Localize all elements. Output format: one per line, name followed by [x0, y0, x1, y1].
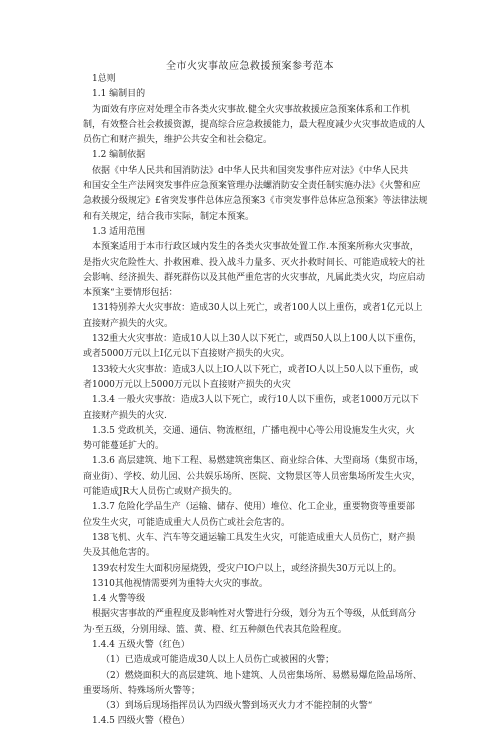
text-line: 急救援分级规定》£省突发事件总体应急预案3《市突发事件总体应急预案》等法律法规	[83, 196, 428, 207]
text-line: 1总则	[92, 74, 116, 84]
text-line: 1.4.4 五级火警（红色）	[92, 639, 190, 650]
text-line: （2）燃烧面积大的高层建筑、地卜建筑、人员密集场所、易燃易爆危险品场所、	[101, 670, 422, 681]
text-line: 依据《中华人民共和国消防法》d中华人民共和国突发事件应对法》《中华人民共	[92, 165, 409, 176]
text-line: 和有关规定，结合我市实际，制定本预案。	[83, 211, 255, 222]
text-line: 1.3.4 一般火灾事故：造成3人以下死亡，或行10人以下重伤，或老1000万元以下	[92, 395, 419, 406]
text-line: 势可能蔓延扩大的。	[83, 441, 165, 452]
text-line: 是指火灾危险性大、扑救困难、投入战斗力量多、灭火扑救时间长、可能造成较大的社	[83, 257, 426, 268]
text-line: 139农村发生大面积房屋烧毁，受灾户IO户以上，或经济损失30万元以上的。	[92, 563, 402, 574]
text-line: 本预案“主要情形包括：	[83, 288, 178, 299]
text-line: 132重大火灾事故：造成10人以上30人以下死亡，或酉50人以上100人以下重伤，	[92, 334, 422, 345]
text-line: 131特别养大火灾事故：造成30人以上死亡，或者100人以上重伤，或者1亿元以上	[92, 303, 423, 314]
text-line: 或者5000万元以上I亿元以下直接财产损失的火灾。	[83, 349, 290, 360]
text-line: 138飞机、火车、汽车等交通运输工具发生火灾，可能造成重大人员伤亡，财产损	[92, 532, 416, 543]
text-line: 会影响、经济损失、群死群伤以及其他严重危害的火灾事故，凡属此类火灾，均应启动	[83, 272, 426, 283]
text-line: 本预案适用于本市行政区域内发生的各类火灾事故处置工作.本预案所称火灾事故，	[92, 242, 419, 253]
text-line: 直接财产损失的火灾。	[83, 318, 174, 329]
text-line: 1.3.5 党政机关，交通、通信、物流枢纽，广播电视中心等公用设施发生火灾，火	[92, 425, 415, 436]
text-line: 可能造成JR大人员伤亡或财产损失的。	[83, 487, 238, 498]
document-body	[83, 72, 433, 730]
text-line: 1.4 火警等级	[92, 594, 146, 605]
text-line: 商业街）、学校、幼儿园、公共娱乐场所、医院、文物景区等人员密集场所发生火灾，	[83, 471, 421, 482]
text-line: 133较大火灾事故：造成3人以上IO人以下死亡，或者IO人以上50人以下重伤，或	[92, 364, 419, 375]
text-line: 员伤亡和财产损失，维护公共安全和社会稳定。	[83, 135, 273, 146]
text-line: 者1000万元以上5000万元以卜直接财产损失的火灾	[83, 379, 291, 390]
text-line: 位发生火灾，可能造成重大人员伤亡或社会危害的。	[83, 517, 291, 528]
text-line: 1.2 编制依据	[92, 150, 146, 161]
text-line: 制，有效整合社会救援资源，提高综合应急救援能力，最大程度减少火灾事故造成的人	[83, 119, 426, 130]
text-line: 1.1 编制目的	[92, 89, 146, 100]
text-line: （1）已造成或可能造成30人以上人员伤亡或被困的火警；	[101, 655, 335, 666]
text-line: 失及其他危害的。	[83, 548, 156, 559]
text-line: 为·至五级，分别用绿、篮、黄、橙、红五种颜色代表其危险程度。	[83, 624, 347, 635]
page-title: 全市火灾事故应急救援预案参考范本	[166, 61, 334, 72]
text-line: 1310其他视情需要列为重特大火灾的事故。	[92, 578, 268, 589]
text-line: 重要场所、特殊场所火警等；	[83, 685, 201, 696]
text-line: 直接财产损失的火灾.	[83, 410, 167, 421]
text-line: 1.4.5 四级火警（橙色）	[92, 716, 190, 727]
text-line: 1.3.7 危险化学品生产（运输、储存、使用）堆位、化工企业，重要物资等重要部	[92, 502, 415, 513]
text-line: 为面效有序应对处理全市各类火灾事故.健全火灾事故救援应急预案体系和工作机	[92, 104, 410, 115]
text-line: 根据灾害事故的严重程度及影响性对火警进行分级，划分为五个等级，从低到高分	[92, 609, 417, 620]
text-line: （3）到场后现场指挥员认为四级火警到场灭火力才不能控制的火警“	[101, 701, 373, 712]
text-line: 1.3 适用范围	[92, 226, 146, 237]
text-line: 和国安全生产法网突发事件应急预案管理办法螺消防安全责任制实施办法》《火警和应	[83, 181, 421, 192]
text-line: 1.3.6 高层建筑、地下工程、易燃建筑密集区、商业综合体、大型商场（集贸市场，	[92, 456, 424, 467]
